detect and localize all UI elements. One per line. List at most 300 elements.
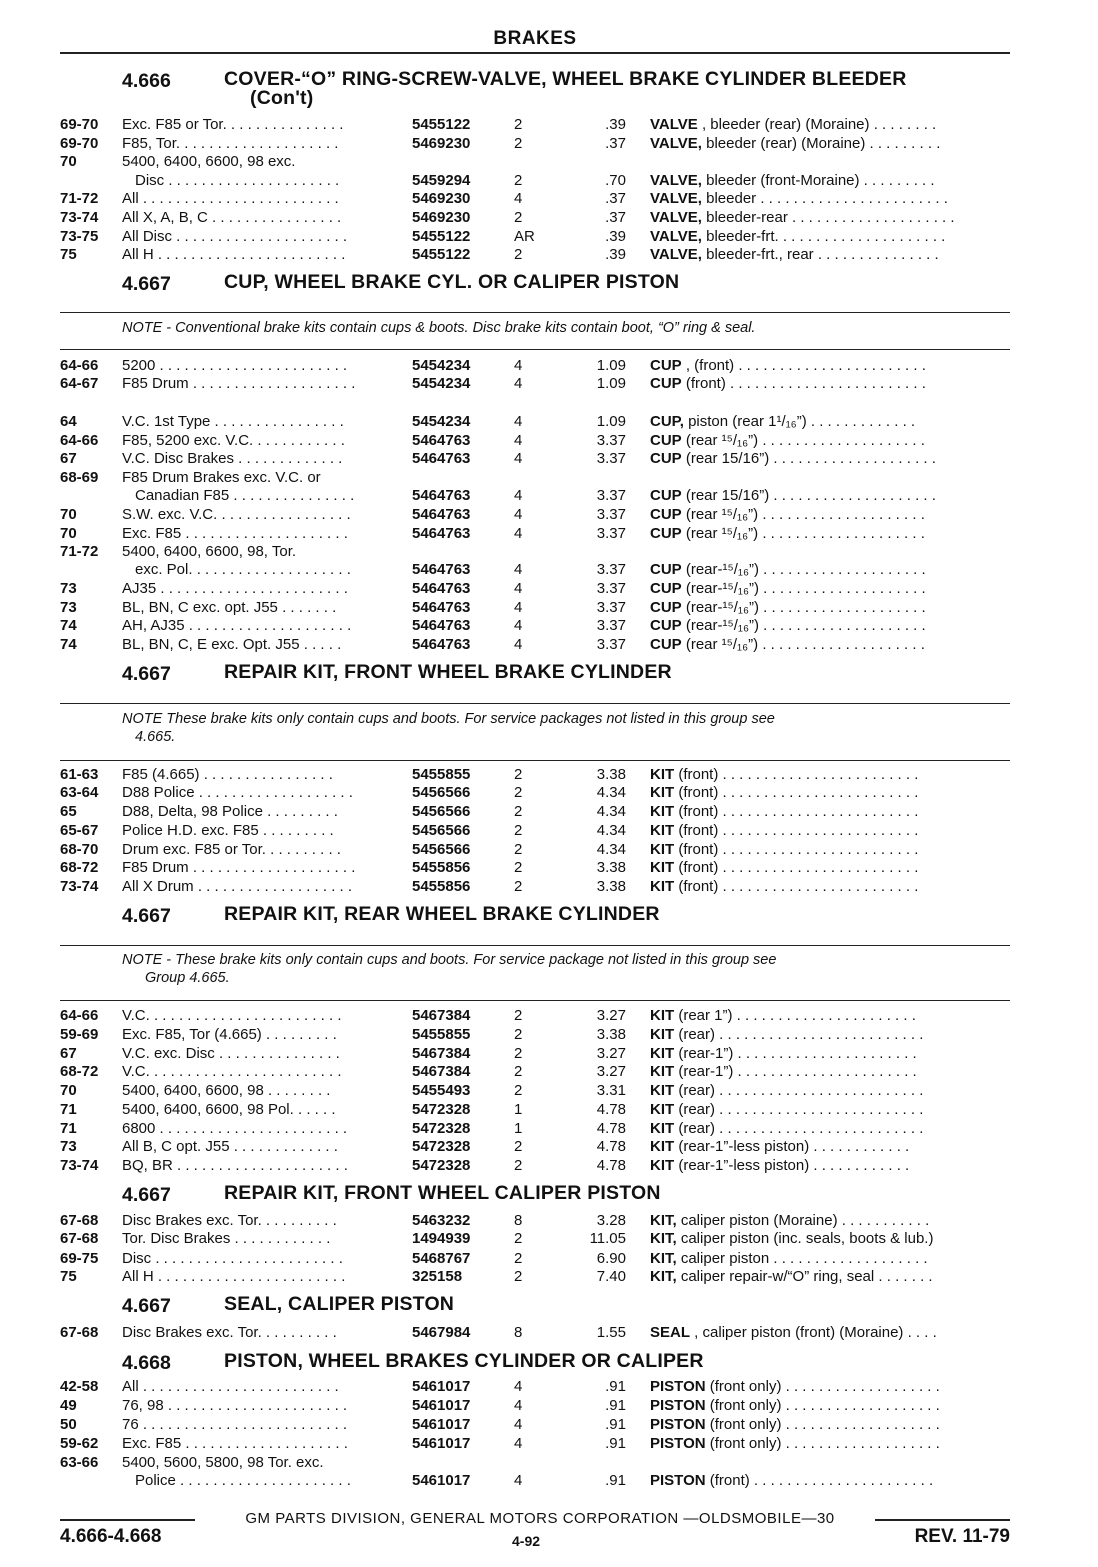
note-rule-top bbox=[60, 703, 1010, 704]
part-name bbox=[650, 356, 1012, 375]
model-years: 67 bbox=[60, 450, 77, 467]
quantity: 4 bbox=[514, 561, 523, 578]
part-name bbox=[650, 486, 1012, 505]
part-name-detail: (rear-1”-less piston) . . . . . . . . . . . . bbox=[674, 1157, 910, 1174]
part-name-keyword: CUP bbox=[650, 432, 682, 449]
part-name-keyword: VALVE, bbox=[650, 246, 702, 263]
table-row bbox=[0, 783, 1098, 802]
price: .37 bbox=[605, 135, 626, 152]
price: 4.78 bbox=[596, 1120, 626, 1137]
section-title: PISTON, WHEEL BRAKES CYLINDER OR CALIPER bbox=[224, 1350, 704, 1372]
quantity: 8 bbox=[514, 1212, 523, 1229]
part-name-detail: (rear-¹⁵/₁₆”) . . . . . . . . . . . . . . . . . . . . bbox=[681, 617, 926, 634]
part-number: 5454234 bbox=[412, 375, 471, 392]
part-name-detail: caliper piston . . . . . . . . . . . . . . . . . . . bbox=[676, 1250, 928, 1267]
model-description: D88 Police . . . . . . . . . . . . . . . . . . . bbox=[122, 784, 353, 801]
part-number: 5456566 bbox=[412, 841, 471, 858]
part-name-keyword: KIT bbox=[650, 822, 675, 839]
price: .91 bbox=[605, 1472, 626, 1489]
footer-rule-left bbox=[60, 1519, 195, 1521]
price: .39 bbox=[605, 116, 626, 133]
quantity: 2 bbox=[514, 859, 523, 876]
model-description: V.C. . . . . . . . . . . . . . . . . . . . . . . . bbox=[122, 1063, 342, 1080]
model-years: 73 bbox=[60, 1138, 77, 1155]
part-number: 5464763 bbox=[412, 580, 471, 597]
part-name bbox=[650, 374, 1012, 393]
footer-revision: REV. 11-79 bbox=[914, 1526, 1010, 1547]
model-years: 69-70 bbox=[60, 135, 99, 152]
part-name bbox=[650, 1156, 1012, 1175]
model-description: 5400, 5600, 5800, 98 Tor. exc. bbox=[122, 1454, 324, 1471]
model-description: Disc Brakes exc. Tor. . . . . . . . . . bbox=[122, 1324, 337, 1341]
part-number: 5464763 bbox=[412, 599, 471, 616]
footer-page-number: 4-92 bbox=[512, 1533, 541, 1549]
part-name-detail: (rear ¹⁵/₁₆”) . . . . . . . . . . . . . . . . . . . . bbox=[681, 432, 925, 449]
table-row bbox=[0, 152, 1098, 171]
quantity: 4 bbox=[514, 599, 523, 616]
table-row bbox=[0, 431, 1098, 450]
section-note: NOTE - Conventional brake kits contain cups & boots. Disc brake kits contain boot, “O” ring & seal. bbox=[122, 320, 756, 336]
section-number: 4.668 bbox=[122, 1352, 171, 1374]
part-name-detail: (rear 1”) . . . . . . . . . . . . . . . . . . . . . . bbox=[674, 1007, 916, 1024]
model-years: 49 bbox=[60, 1397, 77, 1414]
model-description: F85 Drum . . . . . . . . . . . . . . . . . . . . bbox=[122, 859, 356, 876]
model-years: 59-69 bbox=[60, 1026, 99, 1043]
part-name-detail: (rear) . . . . . . . . . . . . . . . . . . . . . . . . . bbox=[674, 1120, 924, 1137]
section-note: NOTE These brake kits only contain cups and boots. For service packages not listed in this group see bbox=[122, 711, 775, 727]
quantity: 4 bbox=[514, 636, 523, 653]
part-name-detail: (rear) . . . . . . . . . . . . . . . . . . . . . . . . . bbox=[674, 1026, 924, 1043]
table-row bbox=[0, 134, 1098, 153]
part-name-detail: (rear ¹⁵/₁₆”) . . . . . . . . . . . . . . . . . . . . bbox=[681, 506, 925, 523]
part-number: 5464763 bbox=[412, 617, 471, 634]
part-number: 5464763 bbox=[412, 636, 471, 653]
note-rule-top bbox=[60, 945, 1010, 946]
table-row bbox=[0, 635, 1098, 654]
part-number: 5456566 bbox=[412, 803, 471, 820]
part-name-detail: bleeder . . . . . . . . . . . . . . . . . . . . . . . bbox=[701, 190, 948, 207]
price: .70 bbox=[605, 172, 626, 189]
table-row bbox=[0, 1062, 1098, 1081]
part-name bbox=[650, 877, 1012, 896]
part-name bbox=[650, 227, 1012, 246]
price: 3.38 bbox=[596, 1026, 626, 1043]
quantity: 1 bbox=[514, 1101, 523, 1118]
model-description: All X Drum . . . . . . . . . . . . . . . . . . . bbox=[122, 878, 353, 895]
part-number: 5455856 bbox=[412, 878, 471, 895]
model-description: V.C. Disc Brakes . . . . . . . . . . . . . bbox=[122, 450, 343, 467]
part-name bbox=[650, 858, 1012, 877]
part-name bbox=[650, 1229, 1012, 1248]
price: 3.37 bbox=[596, 580, 626, 597]
quantity: 2 bbox=[514, 246, 523, 263]
model-description: 76 . . . . . . . . . . . . . . . . . . . . . . . . . bbox=[122, 1416, 348, 1433]
price: .91 bbox=[605, 1397, 626, 1414]
model-description: Disc . . . . . . . . . . . . . . . . . . . . . bbox=[135, 172, 340, 189]
table-row bbox=[0, 1453, 1098, 1472]
section-number: 4.666 bbox=[122, 70, 171, 92]
model-description: 5400, 6400, 6600, 98 Pol. . . . . . bbox=[122, 1101, 336, 1118]
price: 7.40 bbox=[596, 1268, 626, 1285]
section-number: 4.667 bbox=[122, 1184, 171, 1206]
table-row bbox=[0, 1025, 1098, 1044]
part-name bbox=[650, 1044, 1012, 1063]
table-row bbox=[0, 1156, 1098, 1175]
table-row bbox=[0, 412, 1098, 431]
part-number: 5455122 bbox=[412, 228, 471, 245]
price: 3.31 bbox=[596, 1082, 626, 1099]
model-years: 73 bbox=[60, 599, 77, 616]
part-name-keyword: SEAL bbox=[650, 1324, 691, 1341]
part-name bbox=[650, 189, 1012, 208]
part-name bbox=[650, 171, 1012, 190]
part-number: 5467384 bbox=[412, 1063, 471, 1080]
quantity: 4 bbox=[514, 580, 523, 597]
part-name-keyword: KIT, bbox=[650, 1250, 677, 1267]
header-rule bbox=[60, 52, 1010, 54]
model-years: 50 bbox=[60, 1416, 77, 1433]
table-row bbox=[0, 245, 1098, 264]
part-name-detail: bleeder (rear) (Moraine) . . . . . . . . . bbox=[701, 135, 941, 152]
part-name-keyword: PISTON bbox=[650, 1416, 706, 1433]
part-name-keyword: CUP bbox=[650, 525, 682, 542]
part-number: 5469230 bbox=[412, 190, 471, 207]
price: .91 bbox=[605, 1416, 626, 1433]
quantity: 4 bbox=[514, 525, 523, 542]
table-row bbox=[0, 1377, 1098, 1396]
part-name-keyword: PISTON bbox=[650, 1378, 706, 1395]
part-name-detail: (front) . . . . . . . . . . . . . . . . . . . . . . bbox=[705, 1472, 934, 1489]
model-description: BQ, BR . . . . . . . . . . . . . . . . . . . . . bbox=[122, 1157, 348, 1174]
part-name-keyword: KIT bbox=[650, 859, 675, 876]
part-name bbox=[650, 524, 1012, 543]
table-row bbox=[0, 227, 1098, 246]
table-row bbox=[0, 449, 1098, 468]
part-name-keyword: VALVE, bbox=[650, 209, 702, 226]
model-years: 71 bbox=[60, 1120, 77, 1137]
part-name bbox=[650, 505, 1012, 524]
table-row bbox=[0, 1006, 1098, 1025]
part-name-detail: (rear) . . . . . . . . . . . . . . . . . . . . . . . . . bbox=[674, 1082, 924, 1099]
model-description: All H . . . . . . . . . . . . . . . . . . . . . . . bbox=[122, 1268, 346, 1285]
table-row bbox=[0, 877, 1098, 896]
table-row bbox=[0, 579, 1098, 598]
model-description: Exc. F85 . . . . . . . . . . . . . . . . . . . . bbox=[122, 1435, 348, 1452]
section-title: REPAIR KIT, FRONT WHEEL CALIPER PISTON bbox=[224, 1182, 661, 1204]
part-number: 5461017 bbox=[412, 1397, 471, 1414]
price: 1.09 bbox=[596, 357, 626, 374]
model-years: 73-74 bbox=[60, 878, 99, 895]
part-name bbox=[650, 1081, 1012, 1100]
model-years: 69-75 bbox=[60, 1250, 99, 1267]
section-title: REPAIR KIT, FRONT WHEEL BRAKE CYLINDER bbox=[224, 661, 672, 683]
part-number: 5467384 bbox=[412, 1045, 471, 1062]
part-name-keyword: KIT bbox=[650, 1157, 675, 1174]
table-row bbox=[0, 1415, 1098, 1434]
model-description: F85, 5200 exc. V.C. . . . . . . . . . . . bbox=[122, 432, 345, 449]
price: 4.34 bbox=[596, 841, 626, 858]
model-description: F85, Tor. . . . . . . . . . . . . . . . . . . . bbox=[122, 135, 339, 152]
model-years: 70 bbox=[60, 1082, 77, 1099]
price: 11.05 bbox=[589, 1230, 626, 1247]
table-row bbox=[0, 189, 1098, 208]
price: .37 bbox=[605, 209, 626, 226]
model-description: Disc . . . . . . . . . . . . . . . . . . . . . . . bbox=[122, 1250, 343, 1267]
quantity: 2 bbox=[514, 116, 523, 133]
price: 3.37 bbox=[596, 636, 626, 653]
part-name-keyword: CUP bbox=[650, 487, 682, 504]
part-name-detail: caliper piston (Moraine) . . . . . . . . . . . bbox=[676, 1212, 930, 1229]
model-years: 70 bbox=[60, 506, 77, 523]
part-name bbox=[650, 134, 1012, 153]
model-description: 5400, 6400, 6600, 98, Tor. bbox=[122, 543, 297, 560]
part-name bbox=[650, 1471, 1012, 1490]
model-description: F85 Drum Brakes exc. V.C. or bbox=[122, 469, 321, 486]
part-name bbox=[650, 412, 1012, 431]
part-name-keyword: PISTON bbox=[650, 1472, 706, 1489]
price: 3.37 bbox=[596, 617, 626, 634]
model-years: 70 bbox=[60, 525, 77, 542]
quantity: 2 bbox=[514, 1007, 523, 1024]
table-row bbox=[0, 1137, 1098, 1156]
quantity: 4 bbox=[514, 1472, 523, 1489]
quantity: 1 bbox=[514, 1120, 523, 1137]
part-name bbox=[650, 598, 1012, 617]
part-name-keyword: VALVE, bbox=[650, 135, 702, 152]
part-number: 5461017 bbox=[412, 1435, 471, 1452]
part-number: 1494939 bbox=[412, 1230, 471, 1247]
price: 4.78 bbox=[596, 1138, 626, 1155]
model-years: 73-74 bbox=[60, 209, 99, 226]
quantity: 4 bbox=[514, 357, 523, 374]
table-row bbox=[0, 505, 1098, 524]
quantity: 8 bbox=[514, 1324, 523, 1341]
table-row bbox=[0, 468, 1098, 487]
part-name bbox=[650, 783, 1012, 802]
part-name-keyword: KIT, bbox=[650, 1230, 677, 1247]
section-title: CUP, WHEEL BRAKE CYL. OR CALIPER PISTON bbox=[224, 271, 680, 293]
price: 1.55 bbox=[596, 1324, 626, 1341]
table-row bbox=[0, 486, 1098, 505]
model-years: 74 bbox=[60, 636, 77, 653]
quantity: 2 bbox=[514, 1250, 523, 1267]
note-rule-bottom bbox=[60, 349, 1010, 350]
model-years: 64 bbox=[60, 413, 77, 430]
quantity: 4 bbox=[514, 432, 523, 449]
quantity: 2 bbox=[514, 209, 523, 226]
price: .37 bbox=[605, 190, 626, 207]
part-number: 5472328 bbox=[412, 1101, 471, 1118]
part-number: 5472328 bbox=[412, 1138, 471, 1155]
part-name bbox=[650, 821, 1012, 840]
quantity: 4 bbox=[514, 487, 523, 504]
part-number: 5455493 bbox=[412, 1082, 471, 1099]
price: 3.37 bbox=[596, 561, 626, 578]
part-name-detail: (rear-1”) . . . . . . . . . . . . . . . . . . . . . . bbox=[674, 1045, 917, 1062]
footer-group-range: 4.666-4.668 bbox=[60, 1526, 162, 1547]
part-name-detail: (rear) . . . . . . . . . . . . . . . . . . . . . . . . . bbox=[674, 1101, 924, 1118]
model-description: BL, BN, C exc. opt. J55 . . . . . . . bbox=[122, 599, 337, 616]
model-description: Tor. Disc Brakes . . . . . . . . . . . . bbox=[122, 1230, 331, 1247]
section-number: 4.667 bbox=[122, 905, 171, 927]
part-name bbox=[650, 1323, 1012, 1342]
part-name-detail: bleeder-rear . . . . . . . . . . . . . . . . . . . . bbox=[701, 209, 955, 226]
part-name-keyword: VALVE bbox=[650, 116, 698, 133]
price: 3.37 bbox=[596, 432, 626, 449]
part-number: 5455856 bbox=[412, 859, 471, 876]
model-description: S.W. exc. V.C. . . . . . . . . . . . . . . . . bbox=[122, 506, 351, 523]
section-note-cont: Group 4.665. bbox=[145, 970, 230, 986]
quantity: 2 bbox=[514, 172, 523, 189]
part-name-detail: , (front) . . . . . . . . . . . . . . . . . . . . . . . bbox=[681, 357, 926, 374]
part-name-detail: (rear ¹⁵/₁₆”) . . . . . . . . . . . . . . . . . . . . bbox=[681, 525, 925, 542]
table-row bbox=[0, 840, 1098, 859]
part-name-detail: (rear-¹⁵/₁₆”) . . . . . . . . . . . . . . . . . . . . bbox=[681, 561, 926, 578]
model-years: 68-70 bbox=[60, 841, 99, 858]
part-name-detail: (front) . . . . . . . . . . . . . . . . . . . . . . . . bbox=[674, 784, 919, 801]
model-description: All B, C opt. J55 . . . . . . . . . . . . . bbox=[122, 1138, 338, 1155]
part-name bbox=[650, 765, 1012, 784]
part-name-keyword: VALVE, bbox=[650, 190, 702, 207]
part-name-detail: (front) . . . . . . . . . . . . . . . . . . . . . . . . bbox=[681, 375, 926, 392]
price: .39 bbox=[605, 228, 626, 245]
note-rule-bottom bbox=[60, 1000, 1010, 1001]
model-years: 73 bbox=[60, 580, 77, 597]
model-description: All . . . . . . . . . . . . . . . . . . . . . . . . bbox=[122, 190, 339, 207]
part-number: 5454234 bbox=[412, 413, 471, 430]
price: 3.37 bbox=[596, 506, 626, 523]
model-description: V.C. exc. Disc . . . . . . . . . . . . . . . bbox=[122, 1045, 340, 1062]
model-description: Drum exc. F85 or Tor. . . . . . . . . . bbox=[122, 841, 341, 858]
part-name-detail: (rear 15/16”) . . . . . . . . . . . . . . . . . . . . bbox=[681, 450, 936, 467]
table-row bbox=[0, 1267, 1098, 1286]
page-header: BRAKES bbox=[493, 28, 577, 49]
part-name-detail: , bleeder (rear) (Moraine) . . . . . . . . bbox=[697, 116, 937, 133]
part-name-keyword: KIT bbox=[650, 1101, 675, 1118]
quantity: 4 bbox=[514, 1435, 523, 1452]
model-years: 67-68 bbox=[60, 1324, 99, 1341]
price: 3.27 bbox=[596, 1045, 626, 1062]
model-years: 67-68 bbox=[60, 1212, 99, 1229]
quantity: 2 bbox=[514, 784, 523, 801]
price: 4.34 bbox=[596, 784, 626, 801]
quantity: AR bbox=[514, 228, 535, 245]
model-description: Exc. F85, Tor (4.665) . . . . . . . . . bbox=[122, 1026, 337, 1043]
part-number: 5455122 bbox=[412, 116, 471, 133]
part-name-keyword: CUP bbox=[650, 450, 682, 467]
quantity: 4 bbox=[514, 375, 523, 392]
table-row bbox=[0, 560, 1098, 579]
part-name-detail: (rear-¹⁵/₁₆”) . . . . . . . . . . . . . . . . . . . . bbox=[681, 580, 926, 597]
part-name-detail: (front only) . . . . . . . . . . . . . . . . . . . bbox=[705, 1435, 940, 1452]
model-years: 75 bbox=[60, 1268, 77, 1285]
part-name-keyword: KIT bbox=[650, 1045, 675, 1062]
part-name-detail: (rear-1”) . . . . . . . . . . . . . . . . . . . . . . bbox=[674, 1063, 917, 1080]
part-name-keyword: KIT bbox=[650, 784, 675, 801]
model-years: 67-68 bbox=[60, 1230, 99, 1247]
quantity: 2 bbox=[514, 1268, 523, 1285]
part-name bbox=[650, 635, 1012, 654]
part-name-detail: (front) . . . . . . . . . . . . . . . . . . . . . . . . bbox=[674, 859, 919, 876]
model-description: D88, Delta, 98 Police . . . . . . . . . bbox=[122, 803, 338, 820]
model-years: 63-66 bbox=[60, 1454, 99, 1471]
model-description: Exc. F85 or Tor. . . . . . . . . . . . . . . bbox=[122, 116, 344, 133]
part-name-keyword: KIT bbox=[650, 841, 675, 858]
table-row bbox=[0, 1471, 1098, 1490]
part-name bbox=[650, 840, 1012, 859]
model-years: 65-67 bbox=[60, 822, 99, 839]
part-number: 5459294 bbox=[412, 172, 471, 189]
model-description: V.C. . . . . . . . . . . . . . . . . . . . . . . . bbox=[122, 1007, 342, 1024]
part-name bbox=[650, 1249, 1012, 1268]
part-name bbox=[650, 1267, 1012, 1286]
model-description: 5400, 6400, 6600, 98 . . . . . . . . bbox=[122, 1082, 331, 1099]
price: 3.28 bbox=[596, 1212, 626, 1229]
quantity: 2 bbox=[514, 822, 523, 839]
quantity: 2 bbox=[514, 803, 523, 820]
quantity: 2 bbox=[514, 1063, 523, 1080]
quantity: 4 bbox=[514, 1378, 523, 1395]
price: .91 bbox=[605, 1435, 626, 1452]
price: 3.37 bbox=[596, 525, 626, 542]
footer-corp-line: GM PARTS DIVISION, GENERAL MOTORS CORPORATION —OLDSMOBILE—30 bbox=[245, 1510, 835, 1527]
part-name-keyword: CUP bbox=[650, 580, 682, 597]
note-rule-top bbox=[60, 312, 1010, 313]
part-name-keyword: CUP, bbox=[650, 413, 684, 430]
table-row bbox=[0, 356, 1098, 375]
part-name-detail: caliper repair-w/“O” ring, seal . . . . . . . bbox=[676, 1268, 933, 1285]
part-name-keyword: KIT bbox=[650, 1120, 675, 1137]
part-number: 5469230 bbox=[412, 135, 471, 152]
part-name-detail: (front only) . . . . . . . . . . . . . . . . . . . bbox=[705, 1378, 940, 1395]
part-name-detail: bleeder-frt., rear . . . . . . . . . . . . . . . bbox=[701, 246, 939, 263]
price: 3.37 bbox=[596, 487, 626, 504]
table-row bbox=[0, 598, 1098, 617]
part-name-keyword: PISTON bbox=[650, 1435, 706, 1452]
price: 1.09 bbox=[596, 375, 626, 392]
part-name bbox=[650, 1415, 1012, 1434]
model-description: F85 Drum . . . . . . . . . . . . . . . . . . . . bbox=[122, 375, 356, 392]
part-number: 5468767 bbox=[412, 1250, 471, 1267]
quantity: 2 bbox=[514, 1082, 523, 1099]
part-name-detail: (front) . . . . . . . . . . . . . . . . . . . . . . . . bbox=[674, 841, 919, 858]
model-description: Disc Brakes exc. Tor. . . . . . . . . . bbox=[122, 1212, 337, 1229]
model-years: 73-74 bbox=[60, 1157, 99, 1174]
part-name bbox=[650, 1211, 1012, 1230]
part-name-detail: bleeder (front-Moraine) . . . . . . . . . bbox=[701, 172, 935, 189]
part-name-keyword: KIT bbox=[650, 803, 675, 820]
part-number: 5455122 bbox=[412, 246, 471, 263]
quantity: 2 bbox=[514, 1138, 523, 1155]
table-row bbox=[0, 542, 1098, 561]
table-row bbox=[0, 1249, 1098, 1268]
part-name-keyword: KIT bbox=[650, 1026, 675, 1043]
part-name bbox=[650, 1377, 1012, 1396]
part-name-detail: (rear-¹⁵/₁₆”) . . . . . . . . . . . . . . . . . . . . bbox=[681, 599, 926, 616]
model-years: 69-70 bbox=[60, 116, 99, 133]
section-number: 4.667 bbox=[122, 273, 171, 295]
price: 6.90 bbox=[596, 1250, 626, 1267]
price: 3.27 bbox=[596, 1063, 626, 1080]
part-number: 5456566 bbox=[412, 822, 471, 839]
part-name bbox=[650, 579, 1012, 598]
part-name-keyword: VALVE, bbox=[650, 228, 702, 245]
price: 3.38 bbox=[596, 766, 626, 783]
price: 4.78 bbox=[596, 1101, 626, 1118]
quantity: 4 bbox=[514, 1416, 523, 1433]
section-number: 4.667 bbox=[122, 663, 171, 685]
part-name-detail: (rear ¹⁵/₁₆”) . . . . . . . . . . . . . . . . . . . . bbox=[681, 636, 925, 653]
